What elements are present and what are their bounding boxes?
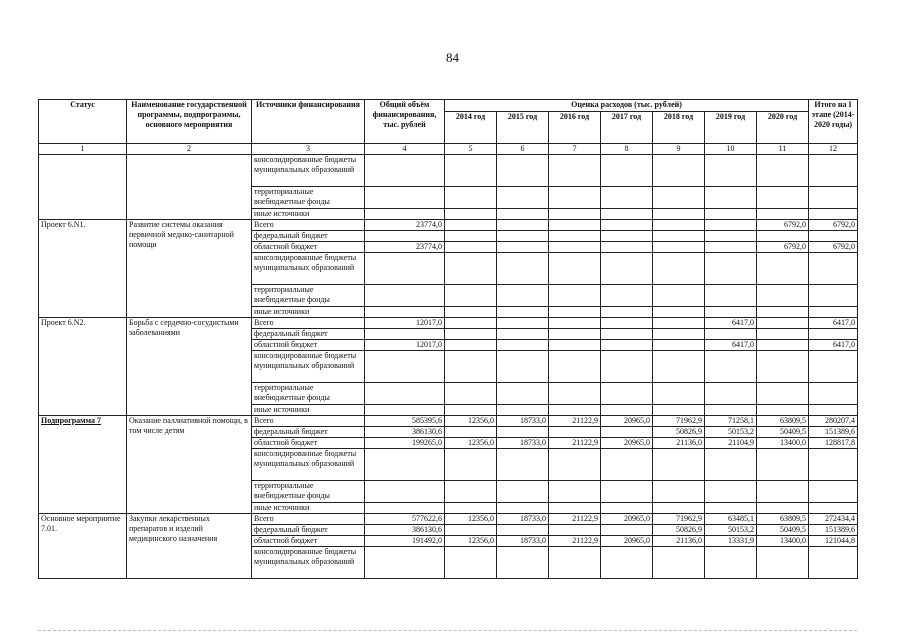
total-volume-cell xyxy=(365,253,445,285)
year-value-cell xyxy=(705,220,757,231)
year-value-cell: 63809,5 xyxy=(757,416,809,427)
year-value-cell xyxy=(757,351,809,383)
total-volume-cell xyxy=(365,307,445,318)
year-value-cell xyxy=(757,231,809,242)
year-value-cell xyxy=(497,503,549,514)
year-value-cell xyxy=(757,209,809,220)
year-value-cell xyxy=(445,405,497,416)
year-value-cell xyxy=(445,481,497,503)
column-number-row xyxy=(39,144,858,155)
year-value-cell xyxy=(705,383,757,405)
source-cell: территориальные внебюджетные фонды xyxy=(252,285,365,307)
stage-total-cell xyxy=(809,209,858,220)
header-row xyxy=(39,100,858,112)
year-value-cell: 13400,0 xyxy=(757,536,809,547)
year-value-cell: 18733,0 xyxy=(497,514,549,525)
year-value-cell xyxy=(445,231,497,242)
year-value-cell xyxy=(445,307,497,318)
year-value-cell xyxy=(497,405,549,416)
year-value-cell xyxy=(549,329,601,340)
year-value-cell xyxy=(497,187,549,209)
stage-total-cell: 121044,8 xyxy=(809,536,858,547)
year-value-cell xyxy=(601,220,653,231)
stage-total-cell: 6792,0 xyxy=(809,242,858,253)
year-value-cell xyxy=(601,209,653,220)
total-volume-cell: 191492,0 xyxy=(365,536,445,547)
year-value-cell xyxy=(601,329,653,340)
year-value-cell xyxy=(497,220,549,231)
stage-total-cell xyxy=(809,547,858,579)
source-cell: федеральный бюджет xyxy=(252,525,365,536)
year-value-cell xyxy=(705,547,757,579)
year-value-cell: 6792,0 xyxy=(757,242,809,253)
year-value-cell xyxy=(497,547,549,579)
budget-table xyxy=(38,99,858,579)
total-volume-cell xyxy=(365,351,445,383)
stage-total-cell: 272434,4 xyxy=(809,514,858,525)
year-value-cell: 20965,0 xyxy=(601,438,653,449)
year-value-cell xyxy=(601,383,653,405)
source-cell: Всего xyxy=(252,514,365,525)
column-number-cell: 6 xyxy=(497,144,549,155)
year-value-cell xyxy=(653,383,705,405)
year-value-cell xyxy=(653,449,705,481)
total-volume-cell xyxy=(365,383,445,405)
total-volume-cell: 199265,0 xyxy=(365,438,445,449)
column-number-cell: 11 xyxy=(757,144,809,155)
total-volume-cell xyxy=(365,231,445,242)
year-value-cell xyxy=(757,318,809,329)
year-header: 2015 год xyxy=(497,112,549,144)
year-value-cell xyxy=(549,231,601,242)
year-value-cell: 21104,9 xyxy=(705,438,757,449)
year-value-cell xyxy=(549,242,601,253)
total-volume-cell xyxy=(365,285,445,307)
stage-total-cell xyxy=(809,187,858,209)
year-value-cell xyxy=(653,187,705,209)
status-cell: Подпрограмма 7 xyxy=(39,416,127,514)
year-value-cell xyxy=(757,155,809,187)
year-value-cell xyxy=(601,253,653,285)
table-row xyxy=(39,416,858,427)
stage-total-cell: 6417,0 xyxy=(809,340,858,351)
year-value-cell xyxy=(497,449,549,481)
status-cell: Проект 6.N2. xyxy=(39,318,127,416)
total-volume-cell xyxy=(365,547,445,579)
year-value-cell: 71962,9 xyxy=(653,514,705,525)
program-name-cell: Закупки лекарственных препаратов и изделий медицинского назначения xyxy=(127,514,252,579)
year-value-cell xyxy=(705,242,757,253)
year-value-cell xyxy=(601,242,653,253)
col-total-header: Общий объём финансирования, тыс. рублей xyxy=(365,100,445,144)
stage-total-cell xyxy=(809,383,858,405)
year-value-cell xyxy=(601,503,653,514)
year-value-cell xyxy=(549,547,601,579)
page-number: 84 xyxy=(446,50,459,65)
year-value-cell: 18733,0 xyxy=(497,536,549,547)
year-value-cell: 50409,5 xyxy=(757,525,809,536)
year-value-cell xyxy=(549,209,601,220)
year-value-cell: 12356,0 xyxy=(445,438,497,449)
year-value-cell xyxy=(757,503,809,514)
source-cell: Всего xyxy=(252,318,365,329)
table-row xyxy=(39,514,858,525)
source-cell: областной бюджет xyxy=(252,340,365,351)
stage-total-cell: 151389,6 xyxy=(809,525,858,536)
source-cell: Всего xyxy=(252,416,365,427)
year-value-cell xyxy=(705,209,757,220)
col-status-header: Статус xyxy=(39,100,127,144)
year-value-cell xyxy=(653,318,705,329)
year-value-cell xyxy=(705,405,757,416)
total-volume-cell: 23774,0 xyxy=(365,242,445,253)
year-value-cell: 71962,9 xyxy=(653,416,705,427)
year-value-cell xyxy=(653,209,705,220)
year-value-cell xyxy=(757,547,809,579)
col-stage-total-header: Итого на I этапе (2014-2020 годы) xyxy=(809,100,858,144)
stage-total-cell xyxy=(809,503,858,514)
year-value-cell xyxy=(601,285,653,307)
year-value-cell xyxy=(445,351,497,383)
year-value-cell xyxy=(705,253,757,285)
year-value-cell xyxy=(445,503,497,514)
year-value-cell: 13331,9 xyxy=(705,536,757,547)
source-cell: консолидированные бюджеты муниципальных образований xyxy=(252,547,365,579)
year-value-cell xyxy=(549,449,601,481)
year-value-cell: 20965,0 xyxy=(601,416,653,427)
source-cell: консолидированные бюджеты муниципальных образований xyxy=(252,253,365,285)
year-value-cell xyxy=(601,187,653,209)
year-value-cell: 21122,9 xyxy=(549,416,601,427)
year-value-cell xyxy=(757,329,809,340)
year-value-cell xyxy=(497,155,549,187)
source-cell: федеральный бюджет xyxy=(252,427,365,438)
year-value-cell: 18733,0 xyxy=(497,416,549,427)
source-cell: федеральный бюджет xyxy=(252,231,365,242)
year-value-cell xyxy=(497,525,549,536)
year-value-cell xyxy=(549,340,601,351)
total-volume-cell: 12017,0 xyxy=(365,340,445,351)
year-value-cell xyxy=(653,329,705,340)
year-value-cell: 12356,0 xyxy=(445,416,497,427)
year-value-cell xyxy=(653,285,705,307)
stage-total-cell xyxy=(809,285,858,307)
year-value-cell xyxy=(705,307,757,318)
stage-total-cell xyxy=(809,351,858,383)
year-value-cell: 71258,1 xyxy=(705,416,757,427)
year-value-cell xyxy=(549,427,601,438)
year-value-cell xyxy=(445,547,497,579)
year-value-cell: 20965,0 xyxy=(601,536,653,547)
year-value-cell xyxy=(653,155,705,187)
year-value-cell xyxy=(757,340,809,351)
year-value-cell xyxy=(549,307,601,318)
year-value-cell xyxy=(549,220,601,231)
table-row xyxy=(39,220,858,231)
year-value-cell xyxy=(653,253,705,285)
year-value-cell xyxy=(549,383,601,405)
year-value-cell xyxy=(757,481,809,503)
year-value-cell xyxy=(601,318,653,329)
total-volume-cell xyxy=(365,503,445,514)
year-value-cell xyxy=(497,329,549,340)
year-value-cell xyxy=(445,525,497,536)
year-value-cell: 63485,1 xyxy=(705,514,757,525)
year-value-cell xyxy=(757,405,809,416)
year-value-cell xyxy=(445,242,497,253)
total-volume-cell xyxy=(365,405,445,416)
year-header: 2016 год xyxy=(549,112,601,144)
source-cell: областной бюджет xyxy=(252,242,365,253)
stage-total-cell: 280207,4 xyxy=(809,416,858,427)
year-value-cell: 6417,0 xyxy=(705,340,757,351)
year-value-cell xyxy=(653,231,705,242)
year-value-cell: 12356,0 xyxy=(445,514,497,525)
year-value-cell xyxy=(549,187,601,209)
year-value-cell xyxy=(601,449,653,481)
year-value-cell xyxy=(653,340,705,351)
year-header: 2014 год xyxy=(445,112,497,144)
year-value-cell xyxy=(757,285,809,307)
year-value-cell xyxy=(549,405,601,416)
year-value-cell: 50153,2 xyxy=(705,525,757,536)
year-value-cell xyxy=(601,481,653,503)
year-value-cell xyxy=(705,187,757,209)
total-volume-cell: 386130,6 xyxy=(365,525,445,536)
year-value-cell: 50409,5 xyxy=(757,427,809,438)
year-value-cell xyxy=(705,481,757,503)
year-value-cell xyxy=(497,351,549,383)
year-value-cell xyxy=(653,220,705,231)
year-value-cell xyxy=(497,209,549,220)
total-volume-cell xyxy=(365,155,445,187)
year-value-cell: 50826,9 xyxy=(653,525,705,536)
status-cell: Основное мероприятие 7.01. xyxy=(39,514,127,579)
stage-total-cell xyxy=(809,449,858,481)
stage-total-cell xyxy=(809,307,858,318)
year-value-cell xyxy=(445,209,497,220)
stage-total-cell xyxy=(809,329,858,340)
program-name-cell: Борьба с сердечно-сосудистыми заболеваниями xyxy=(127,318,252,416)
table-row xyxy=(39,155,858,187)
year-header: 2019 год xyxy=(705,112,757,144)
column-number-cell: 8 xyxy=(601,144,653,155)
table-row xyxy=(39,318,858,329)
year-value-cell xyxy=(705,449,757,481)
year-value-cell xyxy=(497,231,549,242)
year-value-cell xyxy=(653,307,705,318)
total-volume-cell: 577622,6 xyxy=(365,514,445,525)
year-value-cell: 21122,9 xyxy=(549,438,601,449)
year-value-cell: 21122,9 xyxy=(549,514,601,525)
source-cell: областной бюджет xyxy=(252,438,365,449)
stage-total-cell: 6792,0 xyxy=(809,220,858,231)
program-name-cell: Оказание паллиативной помощи, в том числе детям xyxy=(127,416,252,514)
year-value-cell xyxy=(653,547,705,579)
year-value-cell xyxy=(601,547,653,579)
stage-total-cell: 151389,6 xyxy=(809,427,858,438)
year-value-cell xyxy=(757,187,809,209)
source-cell: Всего xyxy=(252,220,365,231)
stage-total-cell: 128817,8 xyxy=(809,438,858,449)
year-value-cell xyxy=(445,155,497,187)
year-value-cell xyxy=(445,318,497,329)
year-value-cell xyxy=(653,405,705,416)
year-value-cell xyxy=(549,318,601,329)
year-value-cell xyxy=(497,318,549,329)
stage-total-cell xyxy=(809,481,858,503)
year-value-cell xyxy=(549,155,601,187)
source-cell: консолидированные бюджеты муниципальных образований xyxy=(252,155,365,187)
year-value-cell xyxy=(705,155,757,187)
year-value-cell: 50826,9 xyxy=(653,427,705,438)
year-value-cell xyxy=(497,307,549,318)
source-cell: иные источники xyxy=(252,209,365,220)
status-cell xyxy=(39,155,127,220)
year-value-cell xyxy=(653,351,705,383)
year-value-cell xyxy=(549,253,601,285)
column-number-cell: 5 xyxy=(445,144,497,155)
source-cell: иные источники xyxy=(252,307,365,318)
total-volume-cell: 585395,6 xyxy=(365,416,445,427)
year-value-cell xyxy=(497,481,549,503)
total-volume-cell: 386130,6 xyxy=(365,427,445,438)
year-value-cell: 21122,9 xyxy=(549,536,601,547)
total-volume-cell: 12017,0 xyxy=(365,318,445,329)
page-bottom-rule xyxy=(38,630,857,631)
year-value-cell xyxy=(757,253,809,285)
year-value-cell xyxy=(445,253,497,285)
source-cell: федеральный бюджет xyxy=(252,329,365,340)
year-value-cell xyxy=(601,427,653,438)
year-value-cell xyxy=(653,481,705,503)
year-value-cell xyxy=(757,383,809,405)
year-value-cell xyxy=(497,242,549,253)
total-volume-cell xyxy=(365,329,445,340)
year-value-cell xyxy=(705,503,757,514)
year-value-cell: 21136,0 xyxy=(653,438,705,449)
year-value-cell: 18733,0 xyxy=(497,438,549,449)
stage-total-cell xyxy=(809,231,858,242)
column-number-cell: 3 xyxy=(252,144,365,155)
year-header: 2018 год xyxy=(653,112,705,144)
stage-total-cell xyxy=(809,155,858,187)
column-number-cell: 2 xyxy=(127,144,252,155)
year-value-cell xyxy=(705,351,757,383)
column-number-cell: 10 xyxy=(705,144,757,155)
year-value-cell: 6792,0 xyxy=(757,220,809,231)
col-sources-header: Источники финансирования xyxy=(252,100,365,144)
total-volume-cell: 23774,0 xyxy=(365,220,445,231)
source-cell: территориальные внебюджетные фонды xyxy=(252,481,365,503)
year-value-cell xyxy=(497,253,549,285)
col-name-header: Наименование государственной программы, подпрограммы, основного мероприятия xyxy=(127,100,252,144)
year-value-cell: 63809,5 xyxy=(757,514,809,525)
year-value-cell xyxy=(445,329,497,340)
year-header: 2020 год xyxy=(757,112,809,144)
year-value-cell: 21136,0 xyxy=(653,536,705,547)
year-value-cell xyxy=(497,285,549,307)
year-value-cell xyxy=(705,329,757,340)
source-cell: иные источники xyxy=(252,405,365,416)
year-value-cell xyxy=(705,285,757,307)
total-volume-cell xyxy=(365,449,445,481)
year-value-cell xyxy=(653,503,705,514)
program-name-cell xyxy=(127,155,252,220)
year-value-cell xyxy=(497,383,549,405)
year-value-cell: 50153,2 xyxy=(705,427,757,438)
year-value-cell xyxy=(757,307,809,318)
year-value-cell xyxy=(653,242,705,253)
source-cell: территориальные внебюджетные фонды xyxy=(252,187,365,209)
status-cell: Проект 6.N1. xyxy=(39,220,127,318)
year-value-cell xyxy=(549,525,601,536)
year-value-cell xyxy=(601,351,653,383)
year-value-cell xyxy=(549,481,601,503)
total-volume-cell xyxy=(365,187,445,209)
year-value-cell xyxy=(445,285,497,307)
year-value-cell xyxy=(705,231,757,242)
source-cell: иные источники xyxy=(252,503,365,514)
year-value-cell xyxy=(601,307,653,318)
col-estimate-header: Оценка расходов (тыс. рублей) xyxy=(445,100,809,112)
source-cell: областной бюджет xyxy=(252,536,365,547)
year-value-cell xyxy=(445,187,497,209)
stage-total-cell: 6417,0 xyxy=(809,318,858,329)
year-value-cell xyxy=(445,220,497,231)
year-value-cell: 12356,0 xyxy=(445,536,497,547)
column-number-cell: 12 xyxy=(809,144,858,155)
year-value-cell xyxy=(601,405,653,416)
year-value-cell xyxy=(549,503,601,514)
year-value-cell xyxy=(445,340,497,351)
program-name-cell: Развитие системы оказания первичной медико-санитарной помощи xyxy=(127,220,252,318)
year-value-cell xyxy=(549,351,601,383)
column-number-cell: 4 xyxy=(365,144,445,155)
year-value-cell xyxy=(757,449,809,481)
year-value-cell xyxy=(445,427,497,438)
year-header: 2017 год xyxy=(601,112,653,144)
year-value-cell xyxy=(445,449,497,481)
year-value-cell: 20965,0 xyxy=(601,514,653,525)
column-number-cell: 9 xyxy=(653,144,705,155)
year-value-cell xyxy=(601,525,653,536)
stage-total-cell xyxy=(809,253,858,285)
stage-total-cell xyxy=(809,405,858,416)
source-cell: территориальные внебюджетные фонды xyxy=(252,383,365,405)
total-volume-cell xyxy=(365,481,445,503)
source-cell: консолидированные бюджеты муниципальных образований xyxy=(252,351,365,383)
year-value-cell xyxy=(549,285,601,307)
year-value-cell xyxy=(601,231,653,242)
source-cell: консолидированные бюджеты муниципальных образований xyxy=(252,449,365,481)
year-value-cell: 6417,0 xyxy=(705,318,757,329)
year-value-cell xyxy=(497,340,549,351)
year-value-cell xyxy=(601,340,653,351)
column-number-cell: 1 xyxy=(39,144,127,155)
column-number-cell: 7 xyxy=(549,144,601,155)
year-value-cell xyxy=(601,155,653,187)
year-value-cell xyxy=(497,427,549,438)
year-value-cell xyxy=(445,383,497,405)
year-value-cell: 13400,0 xyxy=(757,438,809,449)
total-volume-cell xyxy=(365,209,445,220)
